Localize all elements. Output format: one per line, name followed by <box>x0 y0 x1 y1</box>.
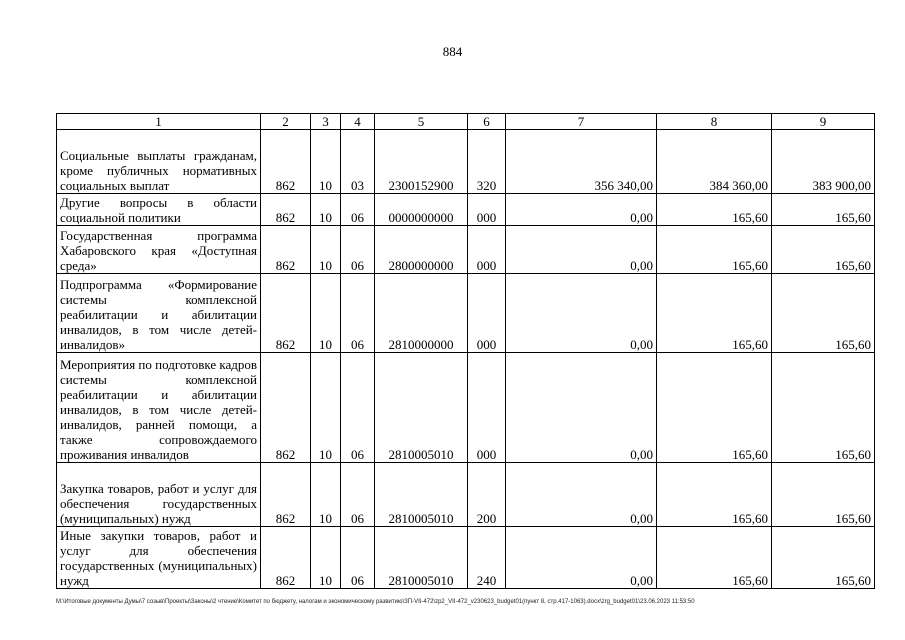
cell-target-article: 2810000000 <box>375 274 468 353</box>
cell-amount-col8: 165,60 <box>657 527 772 589</box>
column-header: 6 <box>468 114 506 130</box>
cell-ministry-code: 862 <box>261 274 311 353</box>
table-row <box>57 194 875 226</box>
table-row <box>57 527 875 589</box>
cell-target-article: 2300152900 <box>375 130 468 194</box>
cell-section: 10 <box>311 353 341 463</box>
cell-section: 10 <box>311 130 341 194</box>
cell-amount-col7: 0,00 <box>506 194 657 226</box>
table-row <box>57 130 875 194</box>
column-header: 9 <box>772 114 875 130</box>
row-name: Подпрограмма «Формирование системы комплексной реабилитации и абилитации инвалидов, в том числе детей-инвалидов» <box>57 274 261 353</box>
cell-expense-type: 000 <box>468 274 506 353</box>
cell-ministry-code: 862 <box>261 353 311 463</box>
row-name: Иные закупки товаров, работ и услуг для обеспечения государственных (муниципальных) нужд <box>57 527 261 589</box>
cell-expense-type: 200 <box>468 463 506 527</box>
cell-ministry-code: 862 <box>261 226 311 274</box>
table-header-row <box>57 114 875 130</box>
cell-target-article: 0000000000 <box>375 194 468 226</box>
cell-expense-type: 000 <box>468 226 506 274</box>
cell-section: 10 <box>311 194 341 226</box>
cell-amount-col9: 165,60 <box>772 353 875 463</box>
cell-amount-col7: 0,00 <box>506 527 657 589</box>
cell-amount-col9: 165,60 <box>772 194 875 226</box>
column-header: 4 <box>341 114 375 130</box>
cell-section: 10 <box>311 274 341 353</box>
column-header: 8 <box>657 114 772 130</box>
cell-target-article: 2810005010 <box>375 463 468 527</box>
cell-amount-col7: 356 340,00 <box>506 130 657 194</box>
cell-section: 10 <box>311 527 341 589</box>
column-header: 5 <box>375 114 468 130</box>
cell-subsection: 06 <box>341 353 375 463</box>
cell-subsection: 06 <box>341 527 375 589</box>
cell-expense-type: 320 <box>468 130 506 194</box>
cell-ministry-code: 862 <box>261 194 311 226</box>
page-number: 884 <box>442 44 463 59</box>
table-row <box>57 463 875 527</box>
cell-amount-col9: 165,60 <box>772 274 875 353</box>
cell-amount-col9: 165,60 <box>772 226 875 274</box>
cell-amount-col7: 0,00 <box>506 226 657 274</box>
column-header: 3 <box>311 114 341 130</box>
cell-target-article: 2810005010 <box>375 353 468 463</box>
row-name: Другие вопросы в области социальной политики <box>57 194 261 226</box>
table-row <box>57 226 875 274</box>
column-header: 7 <box>506 114 657 130</box>
cell-amount-col8: 165,60 <box>657 353 772 463</box>
cell-subsection: 06 <box>341 463 375 527</box>
budget-table <box>56 113 875 589</box>
column-header: 1 <box>57 114 261 130</box>
row-name: Мероприятия по подготовке кадров системы комплексной реабилитации и абилитации инвалидов, в том числе детей-инвалидов, ранней помощи, а также сопровождаемого проживания инвалидов <box>57 353 261 463</box>
table-row <box>57 274 875 353</box>
row-name: Государственная программа Хабаровского края «Доступная среда» <box>57 226 261 274</box>
cell-amount-col8: 165,60 <box>657 274 772 353</box>
cell-expense-type: 000 <box>468 353 506 463</box>
cell-amount-col7: 0,00 <box>506 463 657 527</box>
cell-amount-col9: 383 900,00 <box>772 130 875 194</box>
cell-section: 10 <box>311 226 341 274</box>
cell-amount-col9: 165,60 <box>772 527 875 589</box>
cell-ministry-code: 862 <box>261 463 311 527</box>
cell-subsection: 03 <box>341 130 375 194</box>
cell-amount-col7: 0,00 <box>506 353 657 463</box>
table-row <box>57 353 875 463</box>
cell-expense-type: 240 <box>468 527 506 589</box>
document-file-path: М:\Итоговые документы Думы\7 созыв\Проекты\Законы\2 чтение\Комитет по бюджету, налогам и экономическому развитию\ЗП-VII-472\zp2_VII-472_v230623_budget01(пункт 8, стр.417-1063).docx\zrg_budget01\23.06.2023 11:53:50 <box>56 599 695 605</box>
cell-subsection: 06 <box>341 274 375 353</box>
cell-expense-type: 000 <box>468 194 506 226</box>
column-header: 2 <box>261 114 311 130</box>
cell-amount-col9: 165,60 <box>772 463 875 527</box>
row-name: Закупка товаров, работ и услуг для обеспечения государственных (муниципальных) нужд <box>57 463 261 527</box>
cell-subsection: 06 <box>341 226 375 274</box>
cell-ministry-code: 862 <box>261 130 311 194</box>
cell-amount-col7: 0,00 <box>506 274 657 353</box>
cell-amount-col8: 165,60 <box>657 226 772 274</box>
row-name: Социальные выплаты гражданам, кроме публичных нормативных социальных выплат <box>57 130 261 194</box>
cell-amount-col8: 165,60 <box>657 194 772 226</box>
cell-section: 10 <box>311 463 341 527</box>
cell-amount-col8: 165,60 <box>657 463 772 527</box>
cell-subsection: 06 <box>341 194 375 226</box>
cell-target-article: 2800000000 <box>375 226 468 274</box>
cell-target-article: 2810005010 <box>375 527 468 589</box>
cell-ministry-code: 862 <box>261 527 311 589</box>
cell-amount-col8: 384 360,00 <box>657 130 772 194</box>
